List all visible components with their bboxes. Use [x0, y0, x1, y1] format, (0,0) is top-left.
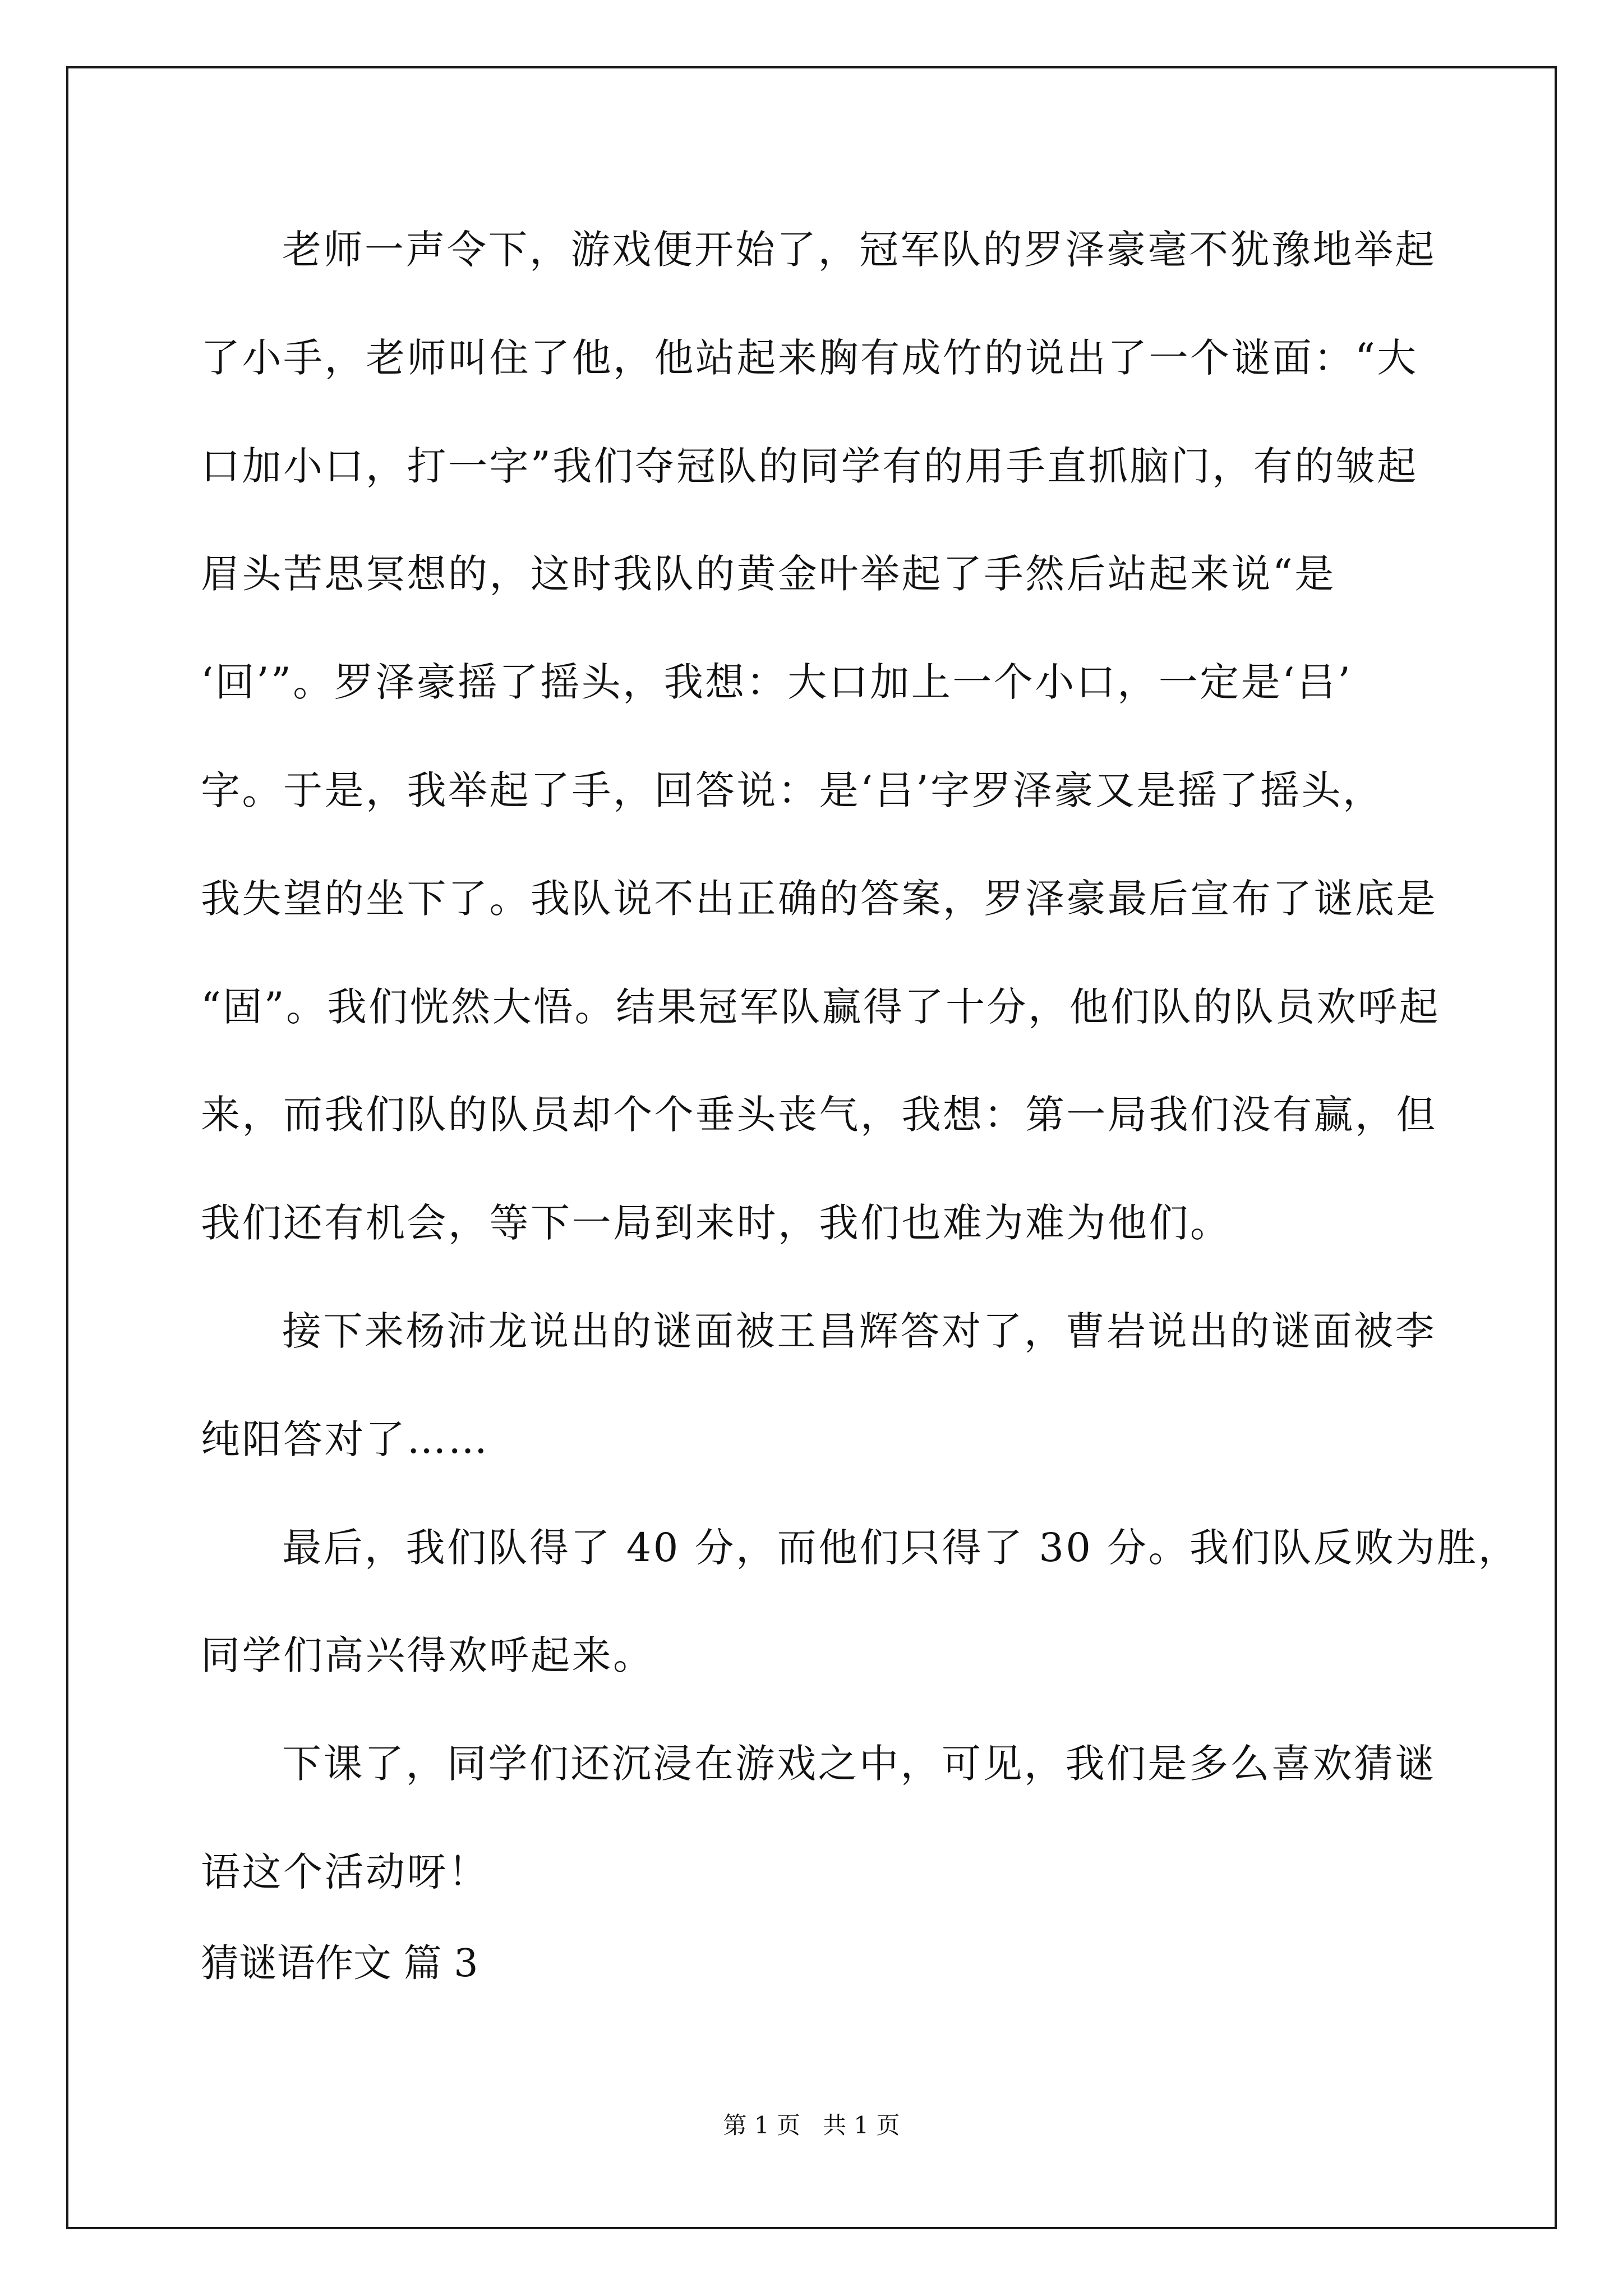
paragraph-line: 同学们高兴得欢呼起来。: [201, 1632, 654, 1678]
paragraph-line: ‘回’”。罗泽豪摇了摇头，我想：大口加上一个小口，一定是‘吕’: [201, 659, 1353, 705]
paragraph-line: 来，而我们队的队员却个个垂头丧气，我想：第一局我们没有赢，但: [201, 1092, 1437, 1138]
paragraph-line: 我失望的坐下了。我队说不出正确的答案，罗泽豪最后宣布了谜底是: [201, 876, 1437, 922]
paragraph-line: 老师一声令下，游戏便开始了，冠军队的罗泽豪毫不犹豫地举起: [282, 227, 1436, 273]
paragraph-line: 接下来杨沛龙说出的谜面被王昌辉答对了，曹岩说出的谜面被李: [282, 1308, 1436, 1354]
paragraph-line: 纯阳答对了……: [201, 1416, 490, 1462]
paragraph-line: 口加小口，打一字”我们夺冠队的同学有的用手直抓脑门，有的皱起: [201, 443, 1418, 489]
page-border: [66, 66, 1557, 2229]
paragraph-line: 了小手，老师叫住了他，他站起来胸有成竹的说出了一个谜面：“大: [201, 335, 1418, 381]
paragraph-line: “固”。我们恍然大悟。结果冠军队赢得了十分，他们队的队员欢呼起: [201, 984, 1441, 1030]
paragraph-line: 下课了，同学们还沉浸在游戏之中，可见，我们是多么喜欢猜谜: [282, 1741, 1436, 1787]
paragraph-line: 我们还有机会，等下一局到来时，我们也难为难为他们。: [201, 1200, 1232, 1246]
paragraph-line: 字。于是，我举起了手，回答说：是‘吕’字罗泽豪又是摇了摇头，: [201, 767, 1384, 813]
page-number-footer: 第 1 页 共 1 页: [723, 2111, 900, 2139]
paragraph-line: 语这个活动呀！: [201, 1849, 490, 1895]
paragraph-line: 最后，我们队得了 40 分，而他们只得了 30 分。我们队反败为胜，: [282, 1525, 1520, 1571]
paragraph-line: 眉头苦思冥想的，这时我队的黄金叶举起了手然后站起来说“是: [201, 551, 1336, 597]
section-heading: 猜谜语作文 篇 3: [201, 1941, 478, 1986]
